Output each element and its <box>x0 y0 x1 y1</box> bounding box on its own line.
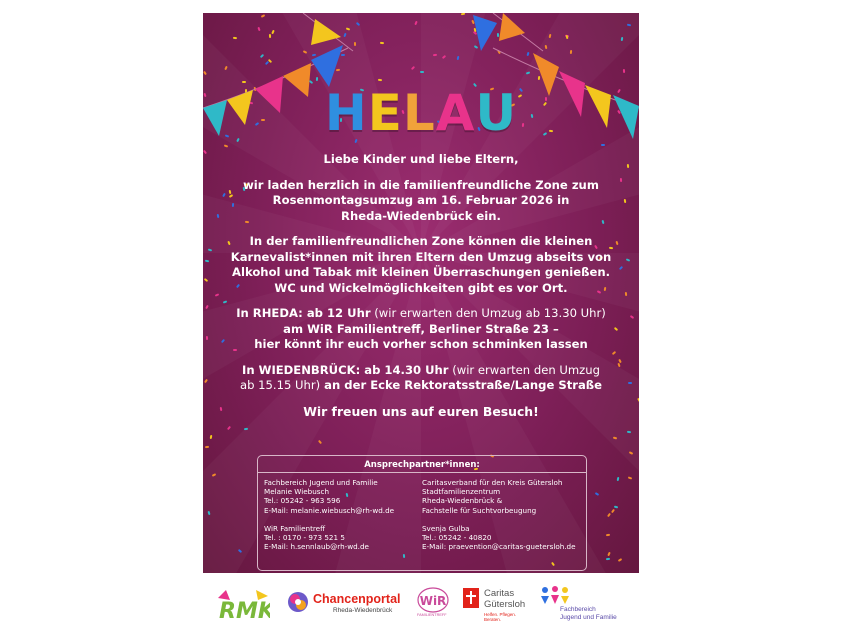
wiedenbrueck-line-2 <box>213 378 629 394</box>
contact-email[interactable]: E-Mail: melanie.wiebusch@rh-wd.de <box>264 505 395 515</box>
contact-org-line: Rheda-Wiedenbrück & <box>422 496 503 506</box>
wiedenbrueck-time: In WIEDENBRÜCK: ab 14.30 Uhr <box>242 362 449 377</box>
contact-block <box>422 478 584 515</box>
chancenportal-logo <box>287 591 407 625</box>
contact-block <box>264 478 419 515</box>
contact-column-left <box>264 478 419 560</box>
zone-line-3: Alkohol und Tabak mit kleinen Überraschungen genießen. <box>232 265 610 279</box>
title-letter: U <box>475 84 518 142</box>
wiedenbrueck-note-1: (wir erwarten den Umzug <box>448 362 600 377</box>
fachbereich-line-1: Fachbereich <box>560 606 596 613</box>
chancenportal-mark-icon <box>287 591 309 613</box>
rheda-note: (wir erwarten den Umzug ab 13.30 Uhr) <box>370 306 606 320</box>
contact-org: WiR Familientreff <box>264 523 326 533</box>
contact-person: Melanie Wiebusch <box>264 487 330 497</box>
contact-phone: Tel.: 05242 - 40820 <box>422 533 492 543</box>
contact-org-line: Stadtfamilienzentrum <box>422 487 501 497</box>
contact-org: Fachbereich Jugend und Familie <box>264 478 378 487</box>
zone-line-2: Karnevalist*innen mit ihren Eltern den Umzug abseits von <box>230 249 612 264</box>
contact-column-right <box>422 478 584 560</box>
caritas-name: Caritas <box>484 588 515 599</box>
contact-box <box>257 455 587 571</box>
caritas-city: Gütersloh <box>484 599 526 610</box>
rheda-line-1 <box>213 306 629 322</box>
greeting: Liebe Kinder und liebe Eltern, <box>323 152 519 166</box>
title-letter: L <box>402 84 436 142</box>
people-group-icon <box>540 586 570 606</box>
rheda-line-2: am WiR Familientreff, Berliner Straße 23 – <box>283 321 559 336</box>
wir-text: WiR <box>419 594 447 608</box>
invite-line-2: Rosenmontagsumzug am 16. Februar 2026 in <box>272 193 570 207</box>
invite-line-1: wir laden herzlich in die familienfreundliche Zone zum <box>243 177 599 192</box>
caritas-cross-icon <box>463 588 479 608</box>
wiedenbrueck-note-2: ab 15.15 Uhr) <box>239 378 321 392</box>
contact-phone: Tel.: 05242 - 963 596 <box>264 496 341 506</box>
caritas-logo <box>463 588 533 624</box>
wir-sub: FAMILIENTREFF <box>417 613 447 617</box>
rmk-text: RMK <box>219 599 270 622</box>
wiedenbrueck-line-1 <box>213 363 629 379</box>
rmk-jester-icon <box>216 588 270 622</box>
wir-family-icon <box>416 586 450 614</box>
invitation-text <box>213 152 629 419</box>
contact-org: Caritasverband für den Kreis Gütersloh <box>422 478 563 487</box>
invite-line-3: Rheda-Wiedenbrück ein. <box>341 208 501 223</box>
title-letter: E <box>367 84 403 142</box>
contact-phone: Tel. : 0170 - 973 521 5 <box>264 533 345 543</box>
contact-divider <box>258 472 586 473</box>
contact-email[interactable]: E-Mail: h.sennlaub@rh-wd.de <box>264 542 369 552</box>
contact-email[interactable]: E-Mail: praevention@caritas-guetersloh.de <box>422 542 576 552</box>
title-letter: A <box>435 84 476 142</box>
wiedenbrueck-location: an der Ecke Rektoratsstraße/Lange Straße <box>320 378 603 392</box>
chancenportal-sub: Rheda-Wiedenbrück <box>333 607 393 614</box>
closing-line: Wir freuen uns auf euren Besuch! <box>303 403 539 419</box>
helau-title <box>203 85 639 141</box>
caritas-slogan: Helfen. Pflegen. Beraten. <box>484 612 517 622</box>
fachbereich-logo <box>540 586 630 624</box>
rmk-logo <box>216 588 270 626</box>
contact-person: Svenja Gulba <box>422 523 470 533</box>
title-letter: H <box>324 84 368 142</box>
fachbereich-line-2: Jugend und Familie <box>560 614 617 621</box>
zone-line-4: WC und Wickelmöglichkeiten gibt es vor Ort. <box>274 280 568 295</box>
poster <box>203 13 639 573</box>
contact-org-line: Fachstelle für Suchtvorbeugung <box>422 505 537 515</box>
wir-logo <box>416 586 450 620</box>
sponsor-logos <box>203 578 639 628</box>
contact-block <box>264 524 419 552</box>
zone-line-1: In der familienfreundlichen Zone können die kleinen <box>249 234 593 248</box>
rheda-time: In RHEDA: ab 12 Uhr <box>236 306 371 320</box>
contact-heading: Ansprechpartner*innen: <box>364 460 480 470</box>
contact-block <box>422 524 584 552</box>
chancenportal-name: Chancenportal <box>313 592 401 606</box>
rheda-line-3: hier könnt ihr euch vorher schon schminken lassen <box>254 337 588 351</box>
